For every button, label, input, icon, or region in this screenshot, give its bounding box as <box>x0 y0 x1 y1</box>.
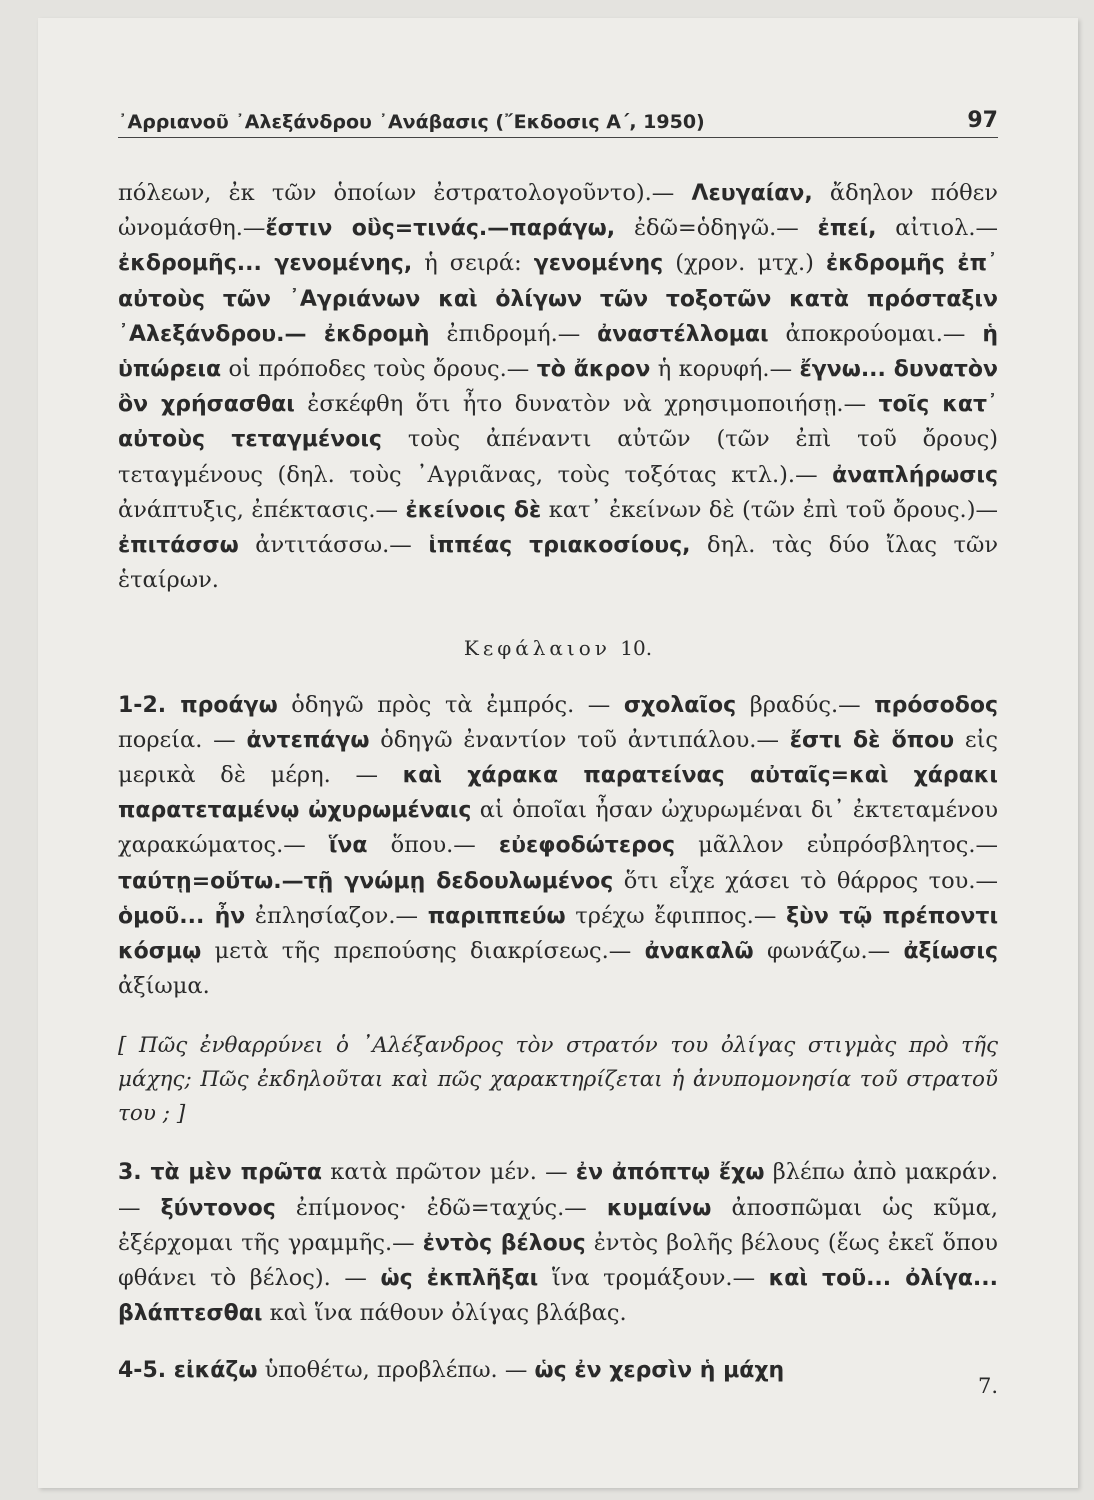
text-run: εἰς μερικὰ δὲ μέρη. — <box>118 726 998 789</box>
section-lemma: 3. τὰ μὲν πρῶτα <box>118 1160 322 1186</box>
lemma: ἐπιτάσσω <box>118 533 239 559</box>
text-run: ἐπλησίαζον.— <box>245 902 428 929</box>
lemma: γενομένης <box>533 251 664 277</box>
lemma: ἡ ὑπώρεια <box>118 321 998 383</box>
lemma: ἔστι δὲ ὅπου <box>789 727 955 753</box>
lemma: εὐεφοδώτερος <box>498 833 675 859</box>
text-run: ἐπίμονος· ἐδῶ=ταχύς.— <box>275 1194 607 1221</box>
text-run: μετὰ τῆς πρεπούσης διακρίσεως.— <box>201 938 645 965</box>
lemma: ἔστιν οὓς=τινάς.—παράγω, <box>265 216 616 242</box>
text-run: ἡ κορυφή.— <box>650 356 800 383</box>
lemma: ἱππέας τριακοσίους, <box>428 533 691 559</box>
lemma: ξύντονος <box>160 1195 276 1221</box>
text-run: (χρον. μτχ.) <box>663 250 827 277</box>
text-run: ἀποκρούομαι.— <box>768 320 983 347</box>
page-body <box>118 176 998 1389</box>
lemma: ταύτῃ=οὕτω.—τῇ γνώμῃ δεδουλωμένος <box>118 868 614 894</box>
section-4-5 <box>118 1353 998 1388</box>
chapter-title <box>118 631 998 665</box>
lemma: κυμαίνω <box>606 1195 712 1221</box>
lemma: σχολαῖος <box>623 692 737 718</box>
text-run: ἵνα τρομάξουν.— <box>538 1265 769 1292</box>
lemma: ἵνα <box>328 833 368 859</box>
lemma: ἐντὸς βέλους <box>422 1230 586 1256</box>
lemma: ἐκδρομῆς... γενομένης, <box>118 251 413 277</box>
lemma: τὸ ἄκρον <box>536 357 651 383</box>
lemma: ὡς ἐν χερσὶν ἡ μάχη <box>534 1358 785 1384</box>
lemma: ἐκδρομῆς ἐπ᾿ αὐτοὺς τῶν ᾿Αγριάνων καὶ ὀλίγων τῶν τοξοτῶν κατὰ πρόσταξιν ᾿Αλεξάνδρου.— ἐκδρομὴ <box>118 251 998 347</box>
running-header <box>118 108 998 138</box>
text-run: τοὺς ἀπέναντι αὐτῶν (τῶν ἐπὶ τοῦ ὄρους) τεταγμένους (δηλ. τοὺς ᾿Αγριᾶνας, τοὺς τοξότας κτλ.).— <box>118 426 999 488</box>
study-question: [ Πῶς ἐνθαρρύνει ὁ ᾿Αλέξανδρος τὸν στρατόν του ὀλίγας στιγμὰς πρὸ τῆς μάχης; Πῶς ἐκδηλοῦται καὶ πῶς χαρακτηρίζεται ἡ ἀνυπομονησία τοῦ στρατοῦ του ; ] <box>118 1033 998 1127</box>
lemma: καὶ χάρακα παρατείνας αὐταῖς=καὶ χάρακι παρατεταμένῳ ὠχυρωμέναις <box>118 763 998 824</box>
text-run: κατὰ πρῶτον μέν. — <box>322 1159 576 1186</box>
section-1-2 <box>118 688 998 1004</box>
text-run: ἀνάπτυξις, ἐπέκτασις.— <box>118 496 406 523</box>
text-run: δηλ. τὰς δύο ἴλας τῶν ἑταίρων. <box>118 532 998 594</box>
section-lemma: 4-5. εἰκάζω <box>118 1358 258 1384</box>
text-run: ὑποθέτω, προβλέπω. — <box>257 1357 535 1384</box>
text-run: βραδύς.— <box>736 691 875 718</box>
text-run: ἐσκέφθη ὅτι ἦτο δυνατὸν νὰ χρησιμοποιήσῃ.— <box>294 391 879 418</box>
page-number: 97 <box>967 108 998 133</box>
section-lemma: 1-2. προάγω <box>118 692 278 718</box>
lemma: ἀντεπάγω <box>246 727 370 753</box>
text-run: τρέχω ἔφιππος.— <box>565 902 787 929</box>
chapter-word: Κεφάλαιον <box>463 636 611 661</box>
text-run: αἰτιολ.— <box>876 215 998 242</box>
lemma: Λευγαίαν, <box>691 181 813 206</box>
lemma: ἐν ἀπόπτῳ ἔχω <box>575 1160 765 1186</box>
running-title: ᾿Αρριανοῦ ᾿Αλεξάνδρου ᾿Ανάβασις (῎Εκδοσις Α΄, 1950) <box>118 111 705 133</box>
lemma: τοῖς κατ᾿ αὐτοὺς τεταγμένοις <box>118 392 999 453</box>
text-run: πορεία. — <box>118 726 247 753</box>
lemma: ξὺν τῷ πρέποντι κόσμῳ <box>118 903 999 965</box>
text-run: καὶ ἵνα πάθουν ὀλίγας βλάβας. <box>262 1300 627 1327</box>
paragraph-1 <box>118 176 998 597</box>
lemma: ἐπεί, <box>817 216 877 242</box>
text-run: ἐντὸς βολῆς βέλους (ἕως ἐκεῖ ὅπου φθάνει τὸ βέλος). — <box>118 1229 998 1292</box>
text-run: ἡ σειρά: <box>412 250 534 277</box>
lemma: ἀναστέλλομαι <box>597 321 769 347</box>
lemma: ὡς ἐκπλῆξαι <box>380 1266 539 1292</box>
lemma: ἔγνω... δυνατὸν ὂν χρήσασθαι <box>118 357 999 418</box>
lemma: ἀξίωσις <box>903 939 998 965</box>
text-run: ἄδηλον πόθεν ὠνομάσθη.— <box>118 180 998 242</box>
text-run: οἱ πρόποδες τοὺς ὄρους.— <box>221 356 537 383</box>
page <box>38 18 1078 1488</box>
lemma: ἀναπλήρωσις <box>832 462 998 488</box>
text-run: μᾶλλον εὐπρόσβλητος.— <box>675 832 998 859</box>
text-run: ἀντιτάσσω.— <box>238 532 429 559</box>
text-run: ὁδηγῶ πρὸς τὰ ἐμπρός. — <box>277 691 624 718</box>
section-3 <box>118 1155 998 1331</box>
text-run: ἐπιδρομή.— <box>429 320 598 347</box>
signature-mark: 7. <box>977 1374 998 1398</box>
text-run: ὅτι εἶχε χάσει τὸ θάρρος του.— <box>613 867 998 894</box>
text-run: αἱ ὁποῖαι ἦσαν ὠχυρωμέναι δι᾿ ἐκτεταμένου χαρακώματος.— <box>118 797 998 859</box>
lemma: καὶ τοῦ... ὀλίγα... βλάπτεσθαι <box>118 1266 998 1327</box>
lemma: ὁμοῦ... ἦν <box>118 903 246 929</box>
text-run: φωνάζω.— <box>753 938 904 965</box>
chapter-number: 10. <box>620 636 653 661</box>
lemma: ἀνακαλῶ <box>644 939 754 965</box>
text-run: ἀξίωμα. <box>118 973 210 1000</box>
text-run: ἀποσπῶμαι ὡς κῦμα, ἐξέρχομαι τῆς γραμμῆς.— <box>118 1194 998 1256</box>
text-run: ὅπου.— <box>367 832 499 859</box>
text-run: ἐδῶ=ὁδηγῶ.— <box>615 215 818 242</box>
text-run: ὁδηγῶ ἐναντίον τοῦ ἀντιπάλου.— <box>369 726 790 753</box>
text-run: βλέπω ἀπὸ μακράν.— <box>118 1159 998 1221</box>
lemma: παριππεύω <box>427 903 566 929</box>
text-run: κατ᾿ ἐκείνων δὲ (τῶν ἐπὶ τοῦ ὄρους.)— <box>541 496 998 523</box>
text-run: πόλεων, ἐκ τῶν ὁποίων ἐστρατολογοῦντο).— <box>118 180 692 206</box>
lemma: πρόσοδος <box>874 692 998 718</box>
lemma: ἐκείνοις δὲ <box>405 497 542 523</box>
